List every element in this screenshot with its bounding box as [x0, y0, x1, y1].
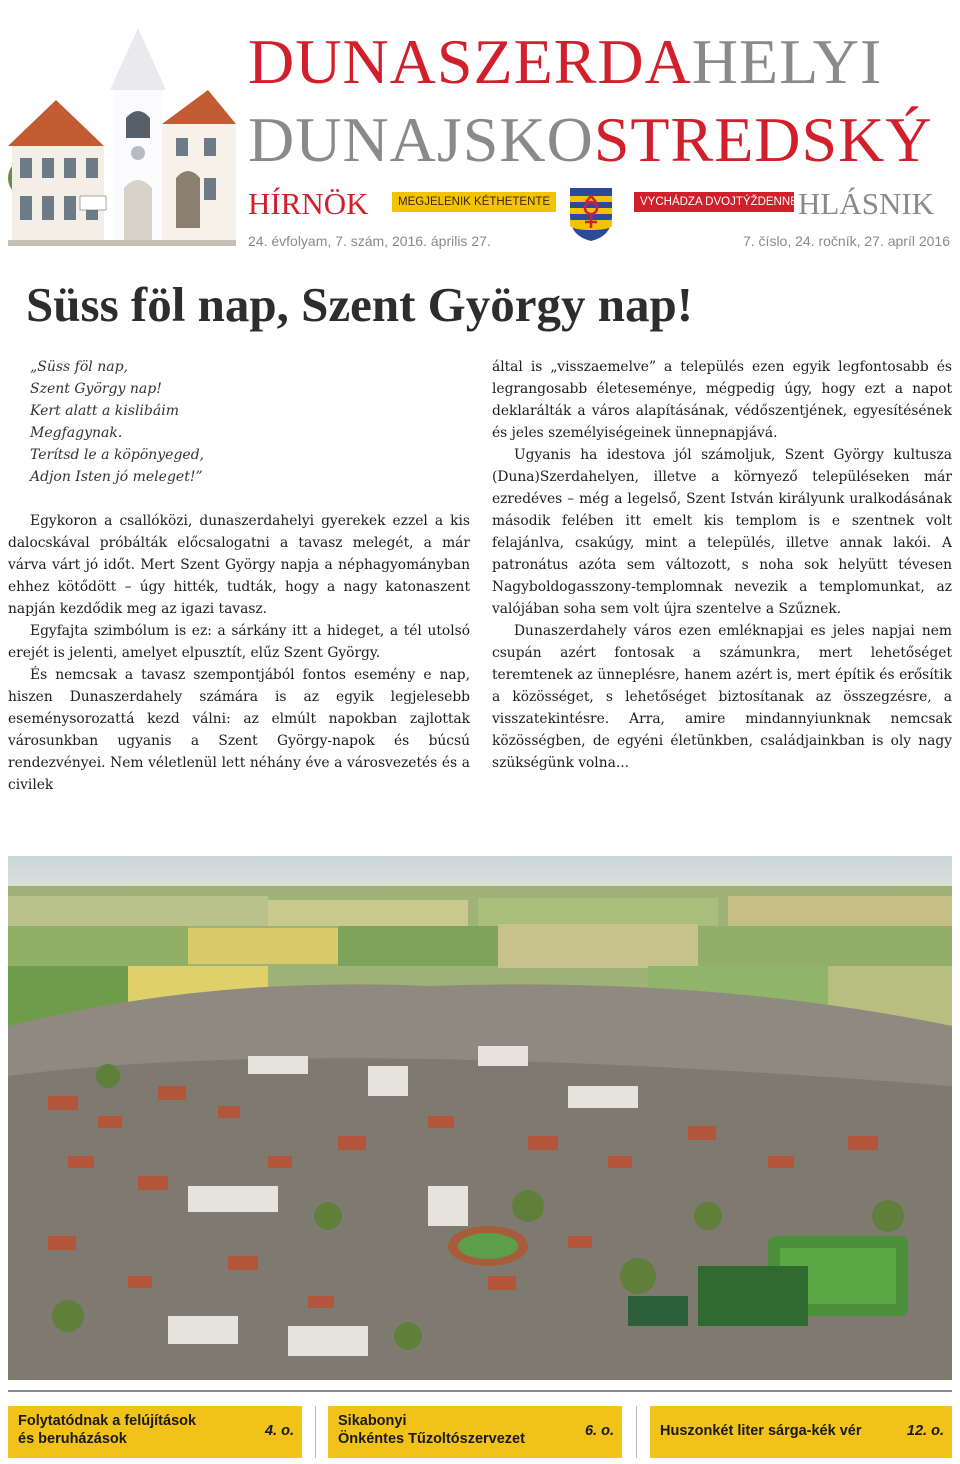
teaser-title-line: Sikabonyi: [338, 1413, 407, 1429]
teaser-title-line: és beruházások: [18, 1431, 127, 1447]
aerial-illustration: [8, 856, 952, 1380]
teaser-divider: [636, 1406, 637, 1458]
article-column-right: [492, 356, 952, 774]
teaser-title: [660, 1422, 861, 1440]
masthead-hlasnik: HLÁSNIK: [798, 186, 935, 221]
poem: [30, 356, 470, 488]
title-stredsky: STREDSKÝ: [593, 104, 933, 175]
teaser-title-line: Huszonkét liter sárga-kék vér: [660, 1423, 862, 1439]
poem-line: Szent György nap!: [30, 381, 162, 397]
article-headline: Süss föl nap, Szent György nap!: [26, 277, 694, 332]
article-paragraph: És nemcsak a tavasz szempontjából fontos esemény e nap, hiszen Dunaszerdahely számára is az egyik legjelesebb eseménysorozattá kezd válni: az elmúlt napokban zajlottak városunkban ugyanis a Szent György-napok és búcsú rendezvényei. Nem véletlenül lett néhány éve a városvezetés és a civilek: [8, 667, 470, 793]
poem-line: Kert alatt a kislibáim: [30, 403, 179, 419]
title-helyi: HELYI: [691, 26, 883, 97]
teaser-renovations[interactable]: [8, 1406, 302, 1458]
article-paragraph: által is „visszaemelve” a település ezen egyik legfontosabb és legrangosabb életeseménye, mégpedig úgy, hogy ezt a napot deklarálták a város alapításának, védőszentjének, egyesítésének és jeles személyiségeinek ünnepnapjává.: [492, 359, 952, 441]
teaser-page-ref: 6. o.: [584, 1423, 614, 1439]
poem-line: Adjon Isten jó meleget!”: [30, 469, 203, 485]
title-dunaszerda: DUNASZERDA: [248, 26, 692, 97]
teaser-firefighters[interactable]: [328, 1406, 622, 1458]
article-paragraph: Egykoron a csallóközi, dunaszerdahelyi gyerekek ezzel a kis dalocskával próbálták előcsalogatni a tavasz melegét, a már várva várt jó időt. Mert Szent György napja a néphagyományban ehhez kötődött – úgy hitték, tudták, hogy a nagy katonaszent napján kezdődik meg az igazi tavasz.: [8, 513, 470, 617]
masthead-title-line1: [248, 26, 883, 97]
masthead-hirnok: HÍRNÖK: [248, 186, 369, 221]
footer-rule: [8, 1390, 952, 1392]
town-hall-photo: [8, 28, 236, 246]
poem-line: Megfagynak.: [30, 425, 123, 441]
issue-info-sk: 7. číslo, 24. ročník, 27. apríl 2016: [742, 233, 950, 249]
issue-info-hu: 24. évfolyam, 7. szám, 2016. április 27.: [248, 233, 491, 249]
teaser-page-ref: 12. o.: [906, 1423, 944, 1439]
town-hall-illustration: [8, 28, 236, 246]
article-column-left: [8, 356, 470, 796]
title-dunajsko: DUNAJSKO: [248, 104, 594, 175]
teaser-title: [338, 1412, 525, 1448]
poem-line: Terítsd le a köpönyeged,: [30, 447, 205, 463]
article-paragraph: Dunaszerdahely város ezen emléknapjai es jeles napjai nem csupán azért fontosak a számunkra, mert lehetőséget teremtenek az ünneplésre, hanem azért is, mert építik és erősítik a közösséget, s lehetőséget biztosítanak az összegzésre, a visszatekintésre. Arra, amire mindannyiunknak nemcsak közösségben, de egyéni életünkben, családjainkban is oly nagy szükségünk volna...: [492, 623, 952, 771]
teaser-blood-donation[interactable]: [650, 1406, 952, 1458]
article-paragraph: Ugyanis ha idestova jól számoljuk, Szent György kultusza (Duna)Szerdahelyen, illetve a környező településeken már ezredéves – még a legelső, Szent István királyunk uralkodásának második felében itt emelt kis templom is e szentnek volt felajánlva, csakúgy, mint a település, illetve annak lakói. A patronátus azóta sem változott, s noha sok helyütt tévesen Nagyboldogasszony-templomnak nevezik a templomunkat, az valójában soha sem volt újra szentelve a Szűznek.: [492, 447, 952, 617]
teaser-page-ref: 4. o.: [264, 1423, 294, 1439]
frequency-hu-badge: MEGJELENIK KÉTHETENTE: [392, 192, 556, 212]
town-crest-icon: [568, 186, 614, 242]
teaser-divider: [315, 1406, 316, 1458]
masthead-title-line2: [248, 104, 933, 175]
teaser-title: [18, 1412, 196, 1448]
frequency-sk-badge: VYCHÁDZA DVOJTÝŽDENNE: [634, 192, 794, 212]
aerial-town-photo: [8, 856, 952, 1380]
poem-line: „Süss föl nap,: [30, 359, 128, 375]
teaser-title-line: Önkéntes Tűzoltószervezet: [338, 1431, 525, 1447]
teaser-title-line: Folytatódnak a felújítások: [18, 1413, 197, 1429]
article-paragraph: Egyfajta szimbólum is ez: a sárkány itt a hideget, a tél utolsó erejét is jelenti, amelyet elpusztít, elűz Szent György.: [8, 623, 470, 661]
